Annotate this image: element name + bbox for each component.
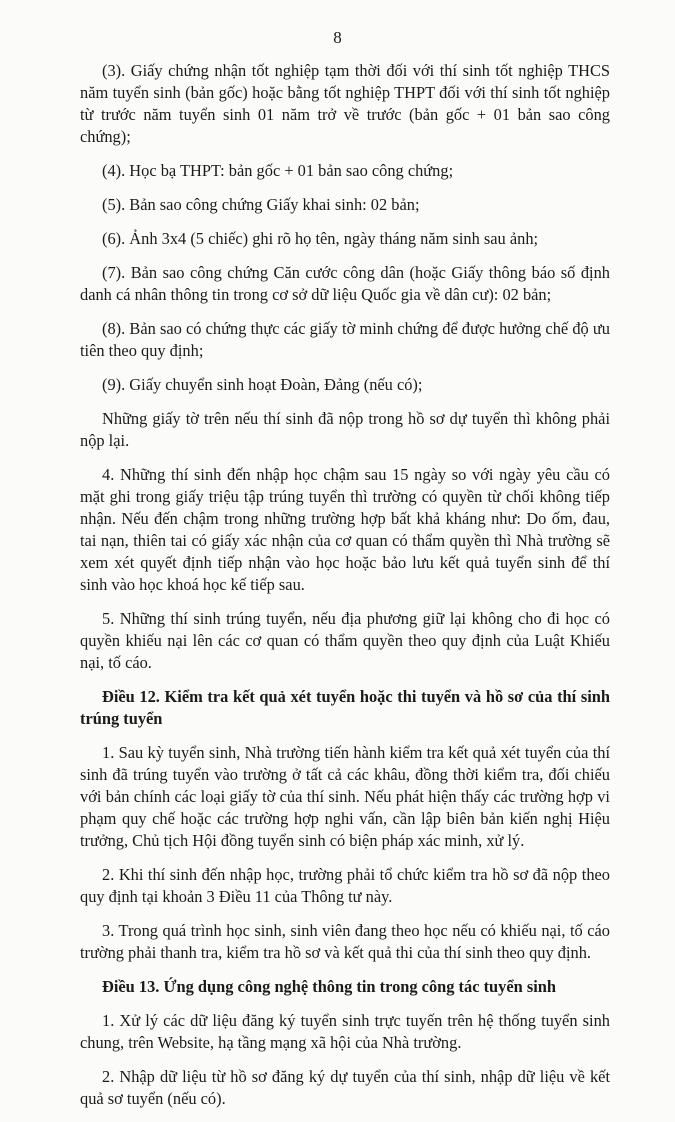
paragraph-item-9: (9). Giấy chuyển sinh hoạt Đoàn, Đảng (nếu có);	[102, 375, 423, 394]
article-13-heading: Điều 13. Ứng dụng công nghệ thông tin trong công tác tuyển sinh	[102, 977, 557, 996]
paragraph-item-4: (4). Học bạ THPT: bản gốc + 01 bản sao công chứng;	[102, 161, 454, 180]
paragraph-article-13-clause-2: 2. Nhập dữ liệu từ hồ sơ đăng ký dự tuyển của thí sinh, nhập dữ liệu về kết quả sơ tuyển (nếu có).	[80, 1067, 610, 1108]
paragraph-item-3: (3). Giấy chứng nhận tốt nghiệp tạm thời đối với thí sinh tốt nghiệp THCS năm tuyển sinh (bản gốc) hoặc bằng tốt nghiệp THPT đối với thí sinh tốt nghiệp từ trước năm tuyển sinh 01 năm trở về trước (bản gốc + 01 bản sao công chứng);	[80, 61, 610, 146]
paragraph-article-12-clause-2: 2. Khi thí sinh đến nhập học, trường phải tổ chức kiểm tra hồ sơ đã nộp theo quy định tại khoản 3 Điều 11 của Thông tư này.	[80, 865, 610, 906]
paragraph-item-5: (5). Bản sao công chứng Giấy khai sinh: 02 bản;	[102, 195, 420, 214]
paragraph-article-12-clause-3: 3. Trong quá trình học sinh, sinh viên đang theo học nếu có khiếu nại, tố cáo trường phải thanh tra, kiểm tra hồ sơ và kết quả thi của thí sinh theo quy định.	[80, 921, 610, 962]
paragraph-item-7: (7). Bản sao công chứng Căn cước công dân (hoặc Giấy thông báo số định danh cá nhân thông tin trong cơ sở dữ liệu Quốc gia về dân cư): 02 bản;	[80, 263, 610, 304]
paragraph-clause-4: 4. Những thí sinh đến nhập học chậm sau 15 ngày so với ngày yêu cầu có mặt ghi trong giấy triệu tập trúng tuyển thì trường có quyền từ chối không tiếp nhận. Nếu đến chậm trong những trường hợp bất khả kháng như: Do ốm, đau, tai nạn, thiên tai có giấy xác nhận của cơ quan có thẩm quyền thì Nhà trường sẽ xem xét quyết định tiếp nhận vào học hoặc bảo lưu kết quả tuyển sinh để thí sinh vào học khoá học kế tiếp sau.	[80, 465, 610, 594]
paragraph-item-8: (8). Bản sao có chứng thực các giấy tờ minh chứng để được hưởng chế độ ưu tiên theo quy định;	[80, 319, 610, 360]
paragraph-item-6: (6). Ảnh 3x4 (5 chiếc) ghi rõ họ tên, ngày tháng năm sinh sau ảnh;	[102, 229, 539, 248]
paragraph-article-13-clause-1: 1. Xử lý các dữ liệu đăng ký tuyển sinh trực tuyến trên hệ thống tuyển sinh chung, trên Website, hạ tầng mạng xã hội của Nhà trường.	[80, 1011, 610, 1052]
page-number: 8	[333, 28, 342, 47]
article-12-heading: Điều 12. Kiểm tra kết quả xét tuyển hoặc thi tuyển và hồ sơ của thí sinh trúng tuyển	[80, 687, 610, 728]
paragraph-clause-5: 5. Những thí sinh trúng tuyển, nếu địa phương giữ lại không cho đi học có quyền khiếu nại lên các cơ quan có thẩm quyền theo quy định của Luật Khiếu nại, tố cáo.	[80, 609, 610, 672]
document-body	[80, 60, 610, 1122]
paragraph-note: Những giấy tờ trên nếu thí sinh đã nộp trong hồ sơ dự tuyển thì không phải nộp lại.	[80, 409, 610, 450]
paragraph-article-12-clause-1: 1. Sau kỳ tuyển sinh, Nhà trường tiến hành kiểm tra kết quả xét tuyển của thí sinh đã trúng tuyển vào trường ở tất cả các khâu, đồng thời kiểm tra, đối chiếu với bản chính các loại giấy tờ của thí sinh. Nếu phát hiện thấy các trường hợp vi phạm quy chế hoặc các trường hợp nghi vấn, cần lập biên bản kiến nghị Hiệu trưởng, Chủ tịch Hội đồng tuyển sinh có biện pháp xác minh, xử lý.	[80, 743, 610, 850]
